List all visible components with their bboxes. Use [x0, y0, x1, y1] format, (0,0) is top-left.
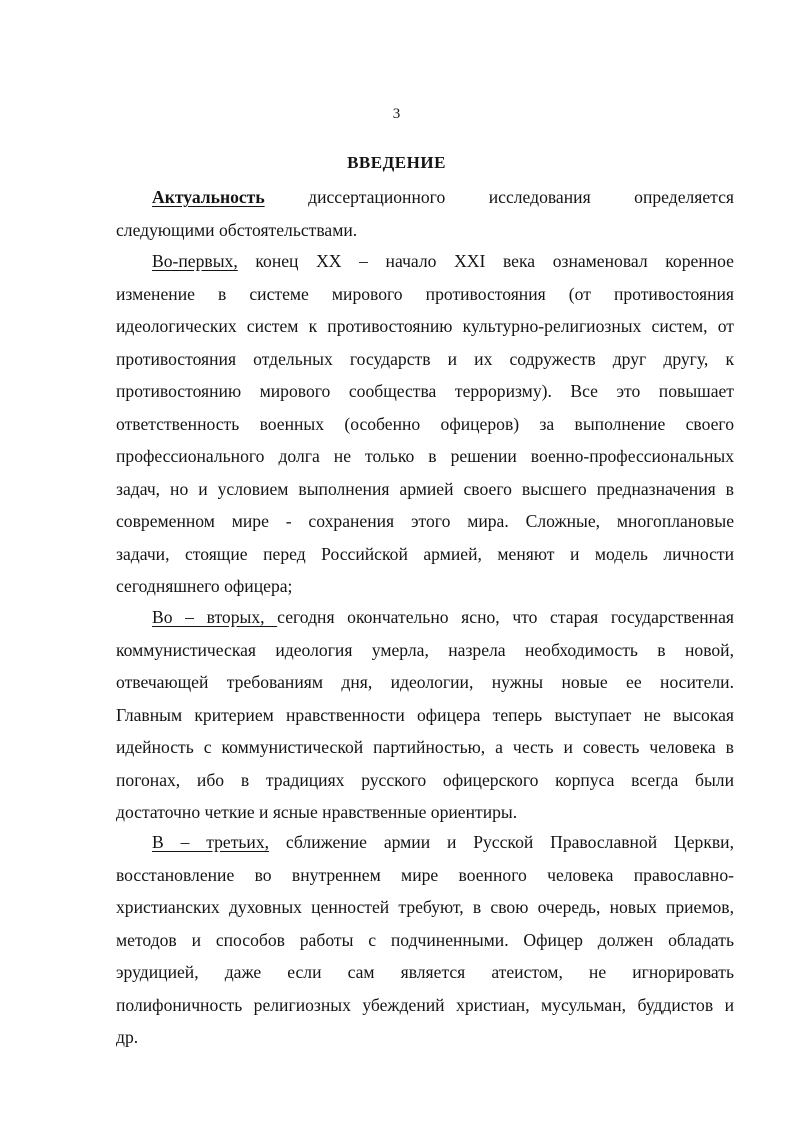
paragraph-line: сегодняшнего офицера; — [116, 576, 293, 596]
paragraph-third — [116, 826, 734, 1054]
paragraph-line: профессионального долга не только в решении военно-профессиональных — [116, 446, 734, 466]
paragraph-line: восстановление во внутреннем мире военного человека православно- — [116, 864, 734, 885]
paragraph-line: изменение в системе мирового противостояния (от противостояния — [116, 283, 734, 304]
page-number: 3 — [392, 106, 401, 122]
section-title: ВВЕДЕНИЕ — [347, 153, 446, 172]
line-text: сближение армии и Русской Православной Церкви, — [285, 832, 734, 852]
paragraph-line: ответственность военных (особенно офицеров) за выполнение своего — [116, 413, 734, 434]
paragraph-line: Главным критерием нравственности офицера теперь выступает не высокая — [116, 704, 734, 725]
paragraph-line: отвечающей требованиям дня, идеологии, нужны новые ее носители. — [116, 672, 734, 692]
paragraph-relevance — [116, 181, 734, 246]
paragraph-line — [116, 245, 734, 278]
paragraph-line: др. — [116, 1027, 139, 1047]
paragraph-line: погонах, ибо в традициях русского офицерского корпуса всегда были — [116, 769, 734, 790]
paragraph-line: идейность с коммунистической партийностью, а честь и совесть человека в — [116, 737, 734, 757]
paragraph-line: задачи, стоящие перед Российской армией, меняют и модель личности — [116, 543, 734, 564]
paragraph-line: противостоянию мирового сообщества терроризму). Все это повышает — [116, 381, 734, 401]
paragraph-line — [116, 601, 734, 634]
line-text: сегодня окончательно ясно, что старая государственная — [277, 607, 734, 627]
second-marker: Во – вторых, — [152, 607, 278, 627]
relevance-heading: Актуальность — [152, 187, 265, 207]
paragraph-line: коммунистическая идеология умерла, назрела необходимость в новой, — [116, 639, 734, 660]
paragraph-line: христианских духовных ценностей требуют, в свою очередь, новых приемов, — [116, 897, 734, 917]
paragraph-second — [116, 601, 734, 829]
paragraph-line: противостояния отдельных государств и их содружеств друг другу, к — [116, 348, 734, 369]
line-text: конец XX – начало XXI века ознаменовал коренное — [255, 251, 734, 271]
paragraph-line: современном мире - сохранения этого мира. Сложные, многоплановые — [116, 511, 734, 531]
paragraph-line: полифоничность религиозных убеждений христиан, мусульман, буддистов и — [116, 994, 734, 1015]
paragraph-line: следующими обстоятельствами. — [116, 219, 358, 240]
line-text: диссертационного исследования определяется — [308, 187, 734, 207]
paragraph-line: методов и способов работы с подчиненными. Офицер должен обладать — [116, 929, 734, 950]
paragraph-line: эрудицией, даже если сам является атеистом, не игнорировать — [116, 962, 734, 982]
paragraph-line: идеологических систем к противостоянию культурно-религиозных систем, от — [116, 316, 734, 336]
paragraph-line: достаточно четкие и ясные нравственные ориентиры. — [116, 802, 518, 822]
third-marker: В – третьих, — [152, 832, 270, 852]
first-marker: Во-первых, — [152, 251, 238, 271]
paragraph-line — [116, 181, 734, 214]
paragraph-line: задач, но и условием выполнения армией своего высшего предназначения в — [116, 478, 734, 499]
paragraph-first — [116, 245, 734, 603]
paragraph-line — [116, 826, 734, 859]
